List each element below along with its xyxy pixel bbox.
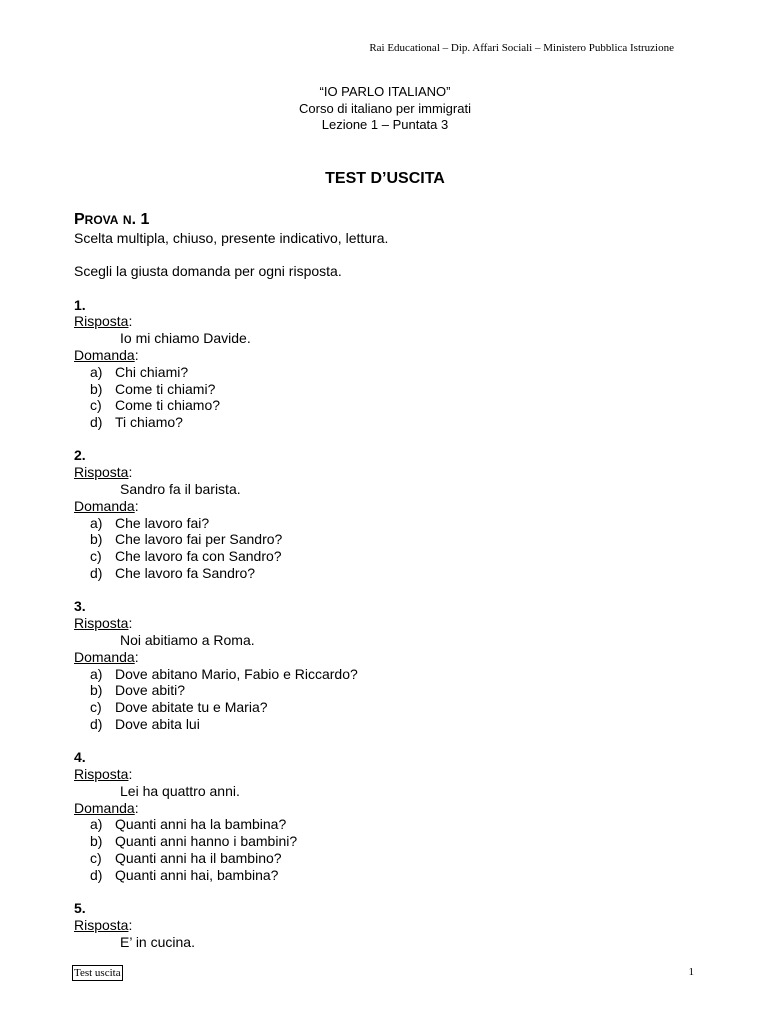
options-list	[74, 515, 694, 582]
option-item	[74, 716, 694, 733]
question-item	[74, 884, 694, 951]
option-letter: a)	[90, 363, 103, 380]
footer-label: Test uscita	[74, 967, 121, 979]
option-text: Ti chiamo?	[115, 414, 183, 431]
options-list	[74, 816, 694, 883]
question-number: 5.	[74, 900, 86, 917]
options-list	[74, 666, 694, 733]
risposta-label: Risposta:	[74, 615, 133, 632]
option-item	[74, 548, 694, 565]
answer-text: Noi abitiamo a Roma.	[120, 631, 255, 648]
question-number: 1.	[74, 296, 86, 313]
lesson-info: Lezione 1 – Puntata 3	[321, 117, 449, 132]
option-text: Chi chiami?	[115, 363, 189, 380]
test-title: TEST D’USCITA	[325, 170, 445, 187]
domanda-label: Domanda:	[74, 346, 139, 363]
option-letter: a)	[90, 514, 103, 531]
option-text: Che lavoro fa con Sandro?	[115, 548, 282, 565]
prova-heading: PROVA N. 1	[74, 211, 150, 228]
option-letter: b)	[90, 682, 103, 699]
option-text: Dove abitate tu e Maria?	[115, 699, 268, 716]
page-number: 1	[688, 966, 694, 978]
option-text: Quanti anni ha la bambina?	[115, 816, 287, 833]
option-letter: a)	[90, 665, 103, 682]
risposta-label: Risposta:	[74, 916, 133, 933]
option-letter: d)	[90, 414, 103, 431]
option-item	[74, 850, 694, 867]
option-text: Che lavoro fa Sandro?	[115, 565, 256, 582]
option-letter: c)	[90, 397, 102, 414]
option-text: Che lavoro fai?	[115, 514, 210, 531]
test-content	[74, 210, 694, 950]
question-number: 4.	[74, 749, 86, 766]
domanda-label: Domanda:	[74, 497, 139, 514]
domanda-label: Domanda:	[74, 799, 139, 816]
domanda-label: Domanda:	[74, 648, 139, 665]
option-text: Dove abitano Mario, Fabio e Riccardo?	[115, 665, 358, 682]
option-text: Quanti anni hanno i bambini?	[115, 833, 298, 850]
course-intro	[0, 84, 770, 134]
course-title: “IO PARLO ITALIANO”	[319, 84, 451, 99]
page-header: Rai Educational – Dip. Affari Sociali – Ministero Pubblica Istruzione	[369, 42, 674, 54]
option-letter: b)	[90, 380, 103, 397]
option-text: Quanti anni ha il bambino?	[115, 850, 282, 866]
risposta-label: Risposta:	[74, 313, 133, 330]
option-letter: b)	[90, 833, 103, 850]
option-item	[74, 531, 694, 548]
prova-subtitle: Scelta multipla, chiuso, presente indicativo, lettura.	[74, 230, 389, 246]
option-item	[74, 381, 694, 398]
question-item	[74, 582, 694, 733]
option-text: Dove abita lui	[115, 715, 200, 732]
option-text: Quanti anni hai, bambina?	[115, 866, 279, 883]
risposta-label: Risposta:	[74, 766, 133, 783]
question-number: 2.	[74, 447, 86, 464]
answer-text: Sandro fa il barista.	[120, 481, 241, 498]
option-text: Dove abiti?	[115, 682, 186, 699]
risposta-label: Risposta:	[74, 464, 133, 481]
option-item	[74, 833, 694, 850]
answer-text: Lei ha quattro anni.	[120, 782, 240, 799]
option-item	[74, 682, 694, 699]
option-text: Come ti chiamo?	[115, 397, 221, 414]
option-item	[74, 867, 694, 884]
option-item	[74, 816, 694, 833]
option-letter: c)	[90, 850, 102, 866]
option-item	[74, 515, 694, 532]
option-item	[74, 666, 694, 683]
option-item	[74, 699, 694, 716]
options-list	[74, 364, 694, 431]
question-item	[74, 297, 694, 431]
option-letter: b)	[90, 531, 103, 548]
question-item	[74, 733, 694, 884]
option-item	[74, 565, 694, 582]
question-number: 3.	[74, 598, 86, 615]
answer-text: Io mi chiamo Davide.	[120, 330, 251, 347]
option-letter: a)	[90, 816, 103, 833]
option-letter: c)	[90, 699, 102, 716]
option-letter: d)	[90, 715, 103, 732]
option-text: Che lavoro fai per Sandro?	[115, 531, 283, 548]
option-letter: d)	[90, 565, 103, 582]
option-item	[74, 364, 694, 381]
instruction: Scegli la giusta domanda per ogni risposta.	[74, 263, 342, 280]
option-text: Come ti chiami?	[115, 380, 216, 397]
questions-list	[74, 297, 694, 951]
option-letter: c)	[90, 548, 102, 565]
option-item	[74, 397, 694, 414]
option-item	[74, 414, 694, 431]
option-letter: d)	[90, 866, 103, 883]
course-subtitle: Corso di italiano per immigrati	[299, 100, 471, 116]
answer-text: E’ in cucina.	[120, 933, 195, 950]
question-item	[74, 431, 694, 582]
